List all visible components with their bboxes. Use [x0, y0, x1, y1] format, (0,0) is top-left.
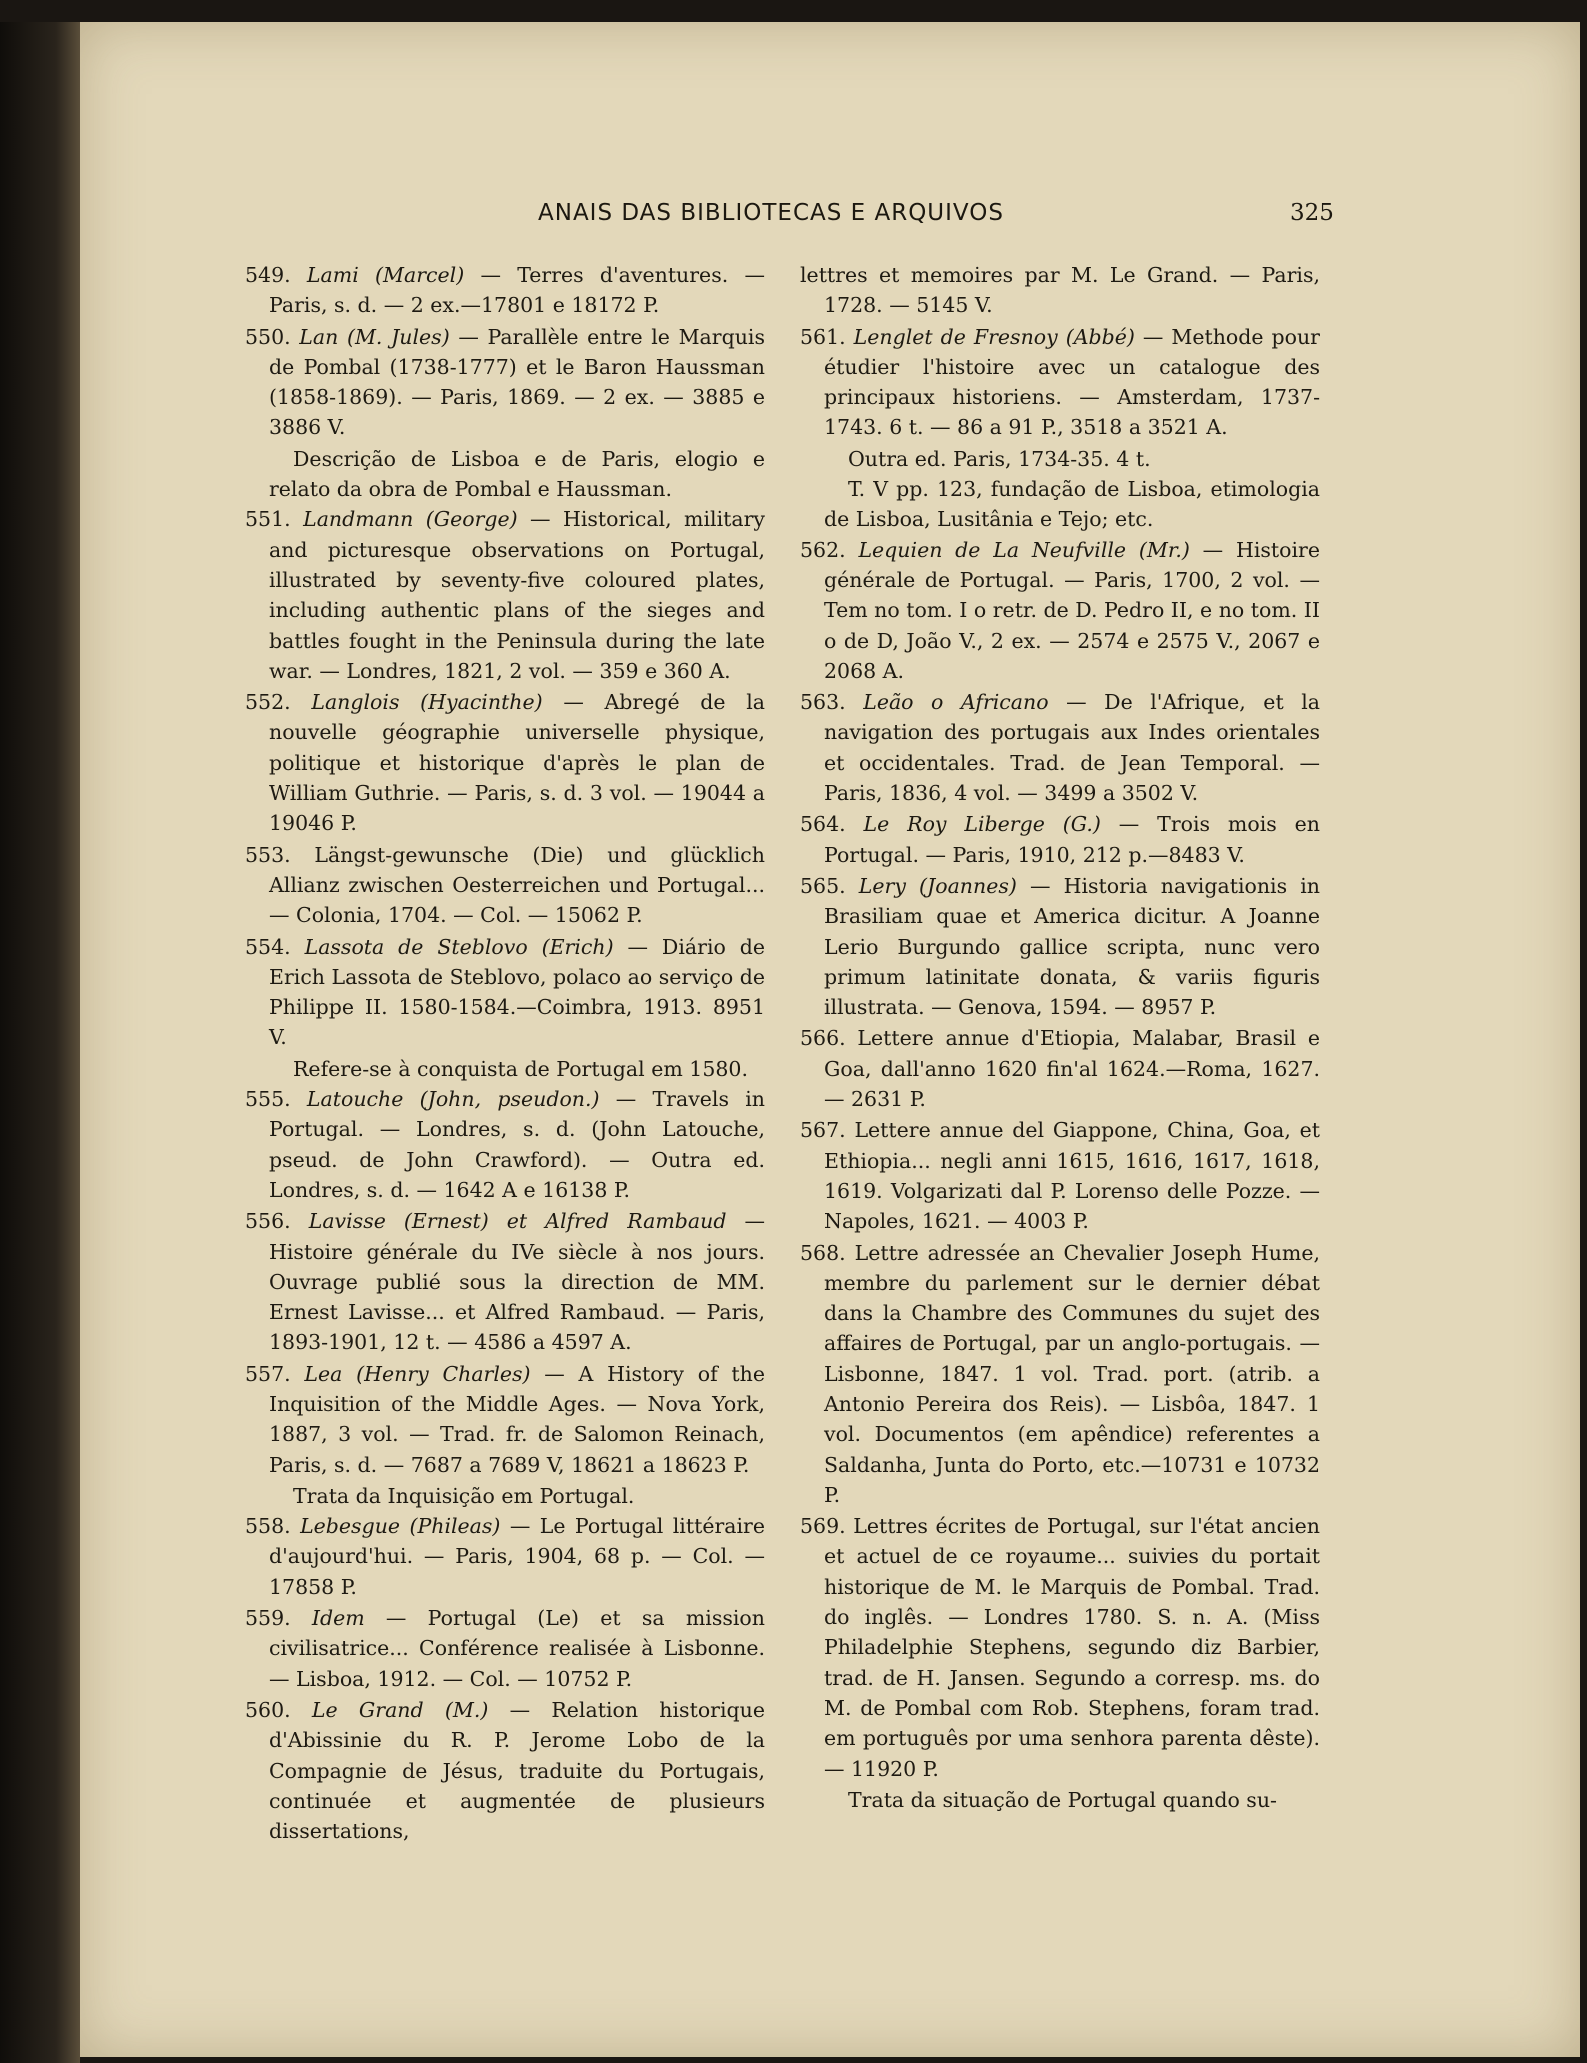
entry-text: Lettres écrites de Portugal, sur l'état ancien et actuel de ce royaume... suivies du portait historique de M. le Marquis de Pombal. Trad. do inglês. — Londres 1780. S. n. A. (Miss Philadelphie Stephens, segundo diz Barbier, trad. de H. Jansen. Segundo a corresp. ms. do M. de Pombal com Rob. Stephens, foram trad. em português por uma senhora parenta dêste). — 11920 P. — [824, 1514, 1320, 1781]
bibliography-entry — [800, 1115, 1320, 1236]
entry-note: Outra ed. Paris, 1734-35. 4 t. — [848, 446, 1151, 471]
entry-author: Lebesgue (Phileas) — [300, 1514, 501, 1539]
entry-author: Langlois (Hyacinthe) — [311, 690, 543, 715]
entry-text: — Histoire générale du IVe siècle à nos jours. Ouvrage publié sous la direction de MM. Ernest Lavisse... et Alfred Rambaud. — Paris, 1893-1901, 12 t. — 4586 a 4597 A. — [269, 1209, 765, 1355]
entry-text: — Abregé de la nouvelle géographie universelle physique, politique et historique d'après le plan de William Guthrie. — Paris, s. d. 3 vol. — 19044 a 19046 P. — [269, 690, 765, 836]
entry-number: 550. — [245, 324, 291, 349]
entry-author: Leão o Africano — [863, 690, 1049, 715]
entry-author: Lavisse (Ernest) et Alfred Rambaud — [308, 1209, 727, 1234]
bibliography-entry — [800, 871, 1320, 1022]
entry-text: — Terres d'aventures. — Paris, s. d. — 2 ex.—17801 e 18172 P. — [269, 263, 765, 318]
entry-author: Le Roy Liberge (G.) — [863, 812, 1101, 837]
bibliography-entry — [245, 1603, 765, 1694]
entry-note: T. V pp. 123, fundação de Lisboa, etimologia de Lisboa, Lusitânia e Tejo; etc. — [824, 477, 1320, 532]
entry-text: — Histoire générale de Portugal. — Paris, 1700, 2 vol. — Tem no tom. I o retr. de D. Pedro II, e no tom. II o de D, João V., 2 ex. — 2574 e 2575 V., 2067 e 2068 A. — [824, 537, 1320, 683]
entry-number: 563. — [800, 690, 846, 715]
entry-number: 557. — [245, 1361, 291, 1386]
entry-number: 567. — [800, 1118, 846, 1143]
entry-text: — Relation historique d'Abissinie du R. P. Jerome Lobo de la Compagnie de Jésus, traduite du Portugais, continuée et augmentée de plusieurs dissertations, — [269, 1697, 765, 1844]
entry-number: 552. — [245, 690, 291, 715]
entry-number: 561. — [800, 324, 846, 349]
entry-number: 556. — [245, 1209, 291, 1234]
bibliography-entry — [245, 1084, 765, 1205]
entry-author: Le Grand (M.) — [311, 1697, 489, 1722]
entry-number: 555. — [245, 1087, 291, 1112]
entry-note: Trata da situação de Portugal quando su- — [848, 1787, 1277, 1812]
bibliography-entry — [245, 1359, 765, 1480]
entry-author: Idem — [311, 1606, 365, 1631]
entry-number: 566. — [800, 1026, 846, 1051]
right-column — [800, 260, 1320, 1815]
entry-number: 564. — [800, 812, 846, 837]
entry-number: 558. — [245, 1514, 291, 1539]
entry-text: — Le Portugal littéraire d'aujourd'hui. — Paris, 1904, 68 p. — Col. — 17858 P. — [269, 1514, 765, 1599]
entry-text: — Parallèle entre le Marquis de Pombal (1738-1777) et le Baron Haussman (1858-1869). — Paris, 1869. — 2 ex. — 3885 e 3886 V. — [269, 324, 765, 440]
entry-number: 553. — [245, 842, 291, 867]
entry-author: Lami (Marcel) — [306, 263, 465, 287]
entry-number: 559. — [245, 1606, 291, 1631]
entry-author: Lery (Joannes) — [858, 873, 1017, 898]
bibliography-entry — [245, 504, 765, 686]
entry-text: — Historia navigationis in Brasiliam quae et America dicitur. A Joanne Lerio Burgundo gallice scripta, nunc vero primum latinitate donata, & variis figuris illustrata. — Genova, 1594. — 8957 P. — [824, 873, 1320, 1020]
bibliography-entry — [245, 932, 765, 1053]
entry-text: — De l'Afrique, et la navigation des portugais aux Indes orientales et occidentales. Trad. de Jean Temporal. — Paris, 1836, 4 vol. — 3499 a 3502 V. — [824, 690, 1320, 806]
entry-text: — Historical, military and picturesque observations on Portugal, illustrated by seventy-five coloured plates, including authentic plans of the sieges and battles fought in the Peninsula during the late war. — Londres, 1821, 2 vol. — 359 e 360 A. — [269, 507, 765, 683]
entry-text: — A History of the Inquisition of the Middle Ages. — Nova York, 1887, 3 vol. — Trad. fr. de Salomon Reinach, Paris, s. d. — 7687 a 7689 V, 18621 a 18623 P. — [269, 1361, 765, 1477]
entry-text: — Methode pour étudier l'histoire avec un catalogue des principaux historiens. — Amsterdam, 1737-1743. 6 t. — 86 a 91 P., 3518 a 3521 A. — [824, 324, 1320, 440]
bibliography-entry — [245, 840, 765, 931]
bibliography-entry — [800, 1511, 1320, 1784]
entry-author: Lenglet de Fresnoy (Abbé) — [853, 324, 1135, 349]
running-title: ANAIS DAS BIBLIOTECAS E ARQUIVOS — [538, 200, 1004, 226]
entry-number: 562. — [800, 537, 846, 562]
entry-number: 565. — [800, 873, 846, 898]
bibliography-entry — [800, 809, 1320, 870]
bibliography-entry — [245, 260, 765, 321]
entry-author: Latouche (John, pseudon.) — [306, 1087, 600, 1112]
bibliography-entry — [800, 1238, 1320, 1511]
entry-text: — Portugal (Le) et sa mission civilisatrice... Conférence realisée à Lisbonne.— Lisboa, 1912. — Col. — 10752 P. — [269, 1606, 765, 1691]
entry-number: 551. — [245, 507, 291, 532]
entry-text: Lettere annue d'Etiopia, Malabar, Brasil e Goa, dall'anno 1620 fin'al 1624.—Roma, 1627. — 2631 P. — [824, 1026, 1320, 1112]
bibliography-entry — [245, 1206, 765, 1357]
entry-text: — Travels in Portugal. — Londres, s. d. (John Latouche, pseud. de John Crawford). — Outra ed. Londres, s. d. — 1642 A e 16138 P. — [269, 1087, 765, 1202]
entry-author: Lea (Henry Charles) — [304, 1361, 531, 1386]
entry-note: Trata da Inquisição em Portugal. — [293, 1483, 635, 1508]
document-page — [80, 22, 1580, 2057]
entry-text: — Trois mois en Portugal. — Paris, 1910, 212 p.—8483 V. — [824, 812, 1320, 867]
entry-number: 549. — [245, 263, 291, 287]
entry-author: Lassota de Steblovo (Erich) — [304, 934, 614, 959]
entry-author: Landmann (George) — [303, 507, 518, 532]
entry-author: Lequien de La Neufville (Mr.) — [858, 537, 1190, 562]
bibliography-entry — [800, 1023, 1320, 1114]
entry-number: 554. — [245, 934, 291, 959]
bibliography-entry — [245, 1511, 765, 1602]
bibliography-entry — [800, 535, 1320, 686]
left-column — [245, 260, 765, 1847]
entry-text: Lettre adressée an Chevalier Joseph Hume, membre du parlement sur le dernier débat dans la Chambre des Communes du sujet des affaires de Portugal, par un anglo-portugais. —Lisbonne, 1847. 1 vol. Trad. port. (atrib. a Antonio Pereira dos Reis). — Lisbôa, 1847. 1 vol. Documentos (em apêndice) referentes a Saldanha, Junta do Porto, etc.—10731 e 10732 P. — [824, 1240, 1320, 1507]
entry-text: — Diário de Erich Lassota de Steblovo, polaco ao serviço de Philippe II. 1580-1584.—Coimbra, 1913. 8951 V. — [269, 934, 766, 1050]
entry-note: Refere-se à conquista de Portugal em 1580. — [293, 1056, 748, 1081]
entry-number: 560. — [245, 1697, 291, 1722]
entry-number: 568. — [800, 1240, 846, 1265]
page-header — [80, 200, 1580, 240]
bibliography-entry — [800, 687, 1320, 808]
page-number: 325 — [1290, 200, 1334, 226]
scan-left-edge — [0, 22, 80, 2063]
entry-author: Lan (M. Jules) — [299, 324, 450, 349]
bibliography-entry — [245, 687, 765, 838]
entry-note: Descrição de Lisboa e de Paris, elogio e relato da obra de Pombal e Haussman. — [269, 446, 765, 502]
bibliography-entry-continued — [800, 260, 1320, 321]
entry-text: Lettere annue del Giappone, China, Goa, et Ethiopia... negli anni 1615, 1616, 1617, 1618, 1619. Volgarizati dal P. Lorenso delle Pozze. — Napoles, 1621. — 4003 P. — [824, 1118, 1320, 1234]
entry-text: lettres et memoires par M. Le Grand. — Paris, 1728. — 5145 V. — [800, 263, 1320, 318]
bibliography-entry — [800, 322, 1320, 443]
bibliography-entry — [245, 322, 765, 443]
entry-number: 569. — [800, 1514, 846, 1539]
bibliography-entry — [245, 1695, 765, 1846]
entry-text: Längst-gewunsche (Die) und glücklich Allianz zwischen Oesterreichen und Portugal... — Colonia, 1704. — Col. — 15062 P. — [269, 842, 765, 928]
